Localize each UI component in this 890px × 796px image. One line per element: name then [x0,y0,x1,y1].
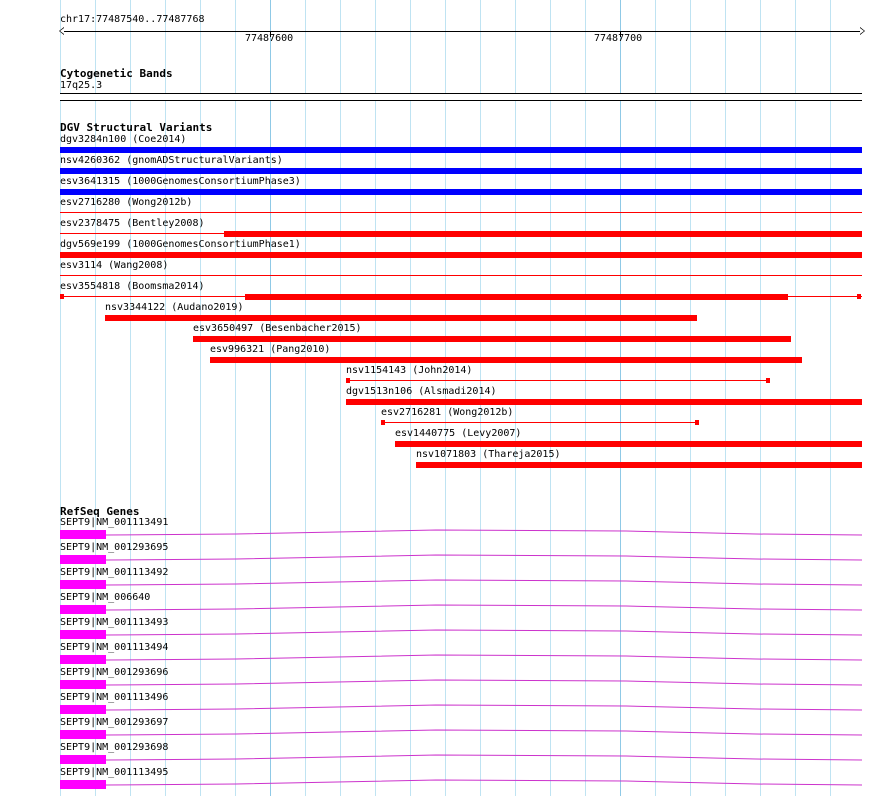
dgv-feature-label: esv2378475 (Bentley2008) [60,218,205,229]
dgv-feature-label: dgv3284n100 (Coe2014) [60,134,187,145]
dgv-feature-bar[interactable] [60,189,862,195]
dgv-feature-endcap [695,420,699,425]
dgv-feature-label: dgv1513n106 (Alsmadi2014) [346,386,497,397]
gene-intron-line [106,726,862,738]
dgv-feature[interactable] [416,449,862,469]
dgv-feature-endcap [857,294,861,299]
cytoband-label: 17q25.3 [60,80,103,91]
dgv-feature-connector [60,233,224,234]
gene-exon[interactable] [60,730,106,739]
coordinate-ruler[interactable] [60,14,863,54]
gene-exon[interactable] [60,605,106,614]
gene-label: SEPT9|NM_001113493 [60,617,169,628]
dgv-feature[interactable] [60,134,862,154]
gene-intron-line [106,751,862,763]
gene-intron-line [106,526,862,538]
cytoband-bar[interactable] [60,93,862,101]
dgv-feature-bar[interactable] [346,380,770,381]
gene-exon[interactable] [60,555,106,564]
dgv-feature-bar[interactable] [245,294,788,300]
cytobands-track-title[interactable]: Cytogenetic Bands [60,67,173,80]
dgv-feature-bar[interactable] [60,212,862,213]
gene-intron-line [106,576,862,588]
dgv-feature-endcap [766,378,770,383]
gene-exon[interactable] [60,655,106,664]
dgv-feature-label: nsv1154143 (John2014) [346,365,473,376]
gene-intron-line [106,601,862,613]
dgv-feature-bar[interactable] [395,441,862,447]
gene-label: SEPT9|NM_001113496 [60,692,169,703]
scroll-left-arrow-icon[interactable] [59,27,64,35]
dgv-feature[interactable] [60,281,862,301]
gene-exon[interactable] [60,580,106,589]
dgv-feature-label: esv2716281 (Wong2012b) [381,407,514,418]
gene-intron-line [106,651,862,663]
gene-intron-line [106,701,862,713]
dgv-feature[interactable] [381,407,711,427]
gene-exon[interactable] [60,705,106,714]
dgv-feature-label: esv3114 (Wang2008) [60,260,169,271]
gene-label: SEPT9|NM_006640 [60,592,151,603]
dgv-feature-label: nsv4260362 (gnomADStructuralVariants) [60,155,283,166]
dgv-feature-bar[interactable] [105,315,697,321]
gene-label: SEPT9|NM_001113494 [60,642,169,653]
dgv-feature[interactable] [60,260,862,280]
gene-label: SEPT9|NM_001293696 [60,667,169,678]
gene-label: SEPT9|NM_001293697 [60,717,169,728]
gene-label: SEPT9|NM_001113495 [60,767,169,778]
dgv-feature[interactable] [60,176,862,196]
dgv-feature-label: esv3641315 (1000GenomesConsortiumPhase3) [60,176,301,187]
dgv-feature-label: esv3554818 (Boomsma2014) [60,281,205,292]
gene-exon[interactable] [60,530,106,539]
dgv-feature-bar[interactable] [60,168,862,174]
dgv-feature-label: esv996321 (Pang2010) [210,344,331,355]
ruler-tick-label: 77487700 [594,33,643,44]
dgv-feature-bar[interactable] [60,147,862,153]
dgv-feature[interactable] [193,323,793,343]
dgv-feature[interactable] [210,344,810,364]
dgv-feature-label: esv3650497 (Besenbacher2015) [193,323,362,334]
gene-intron-line [106,551,862,563]
dgv-feature[interactable] [60,197,862,217]
dgv-feature-label: nsv3344122 (Audano2019) [105,302,244,313]
dgv-feature[interactable] [346,386,862,406]
dgv-feature-bar[interactable] [381,422,699,423]
dgv-feature-bar[interactable] [346,399,862,405]
dgv-feature-label: nsv1071803 (Thareja2015) [416,449,561,460]
dgv-track-title[interactable]: DGV Structural Variants [60,121,213,134]
dgv-feature-bar[interactable] [416,462,862,468]
gene-label: SEPT9|NM_001113492 [60,567,169,578]
gene-intron-line [106,776,862,788]
gene-label: SEPT9|NM_001293695 [60,542,169,553]
dgv-feature[interactable] [346,365,776,385]
dgv-feature-label: esv1440775 (Levy2007) [395,428,522,439]
refseq-track-title[interactable]: RefSeq Genes [60,505,140,518]
gene-exon[interactable] [60,780,106,789]
gene-exon[interactable] [60,755,106,764]
ruler-tick-label: 77487600 [245,33,294,44]
dgv-feature[interactable] [60,239,862,259]
dgv-feature[interactable] [60,155,862,175]
dgv-feature-bar[interactable] [60,275,862,276]
dgv-feature-bar[interactable] [193,336,791,342]
dgv-feature[interactable] [395,428,862,448]
scroll-right-arrow-icon[interactable] [860,27,865,35]
gene-label: SEPT9|NM_001113491 [60,517,169,528]
dgv-feature-bar[interactable] [224,231,862,237]
dgv-feature-bar[interactable] [60,252,862,258]
gene-intron-line [106,626,862,638]
dgv-feature-label: dgv569e199 (1000GenomesConsortiumPhase1) [60,239,301,250]
gene-intron-line [106,676,862,688]
dgv-feature-label: esv2716280 (Wong2012b) [60,197,193,208]
dgv-feature[interactable] [105,302,705,322]
gene-exon[interactable] [60,680,106,689]
gene-label: SEPT9|NM_001293698 [60,742,169,753]
dgv-feature[interactable] [60,218,862,238]
range-label: chr17:77487540..77487768 [60,14,205,25]
ruler-axis [60,31,861,32]
gene-exon[interactable] [60,630,106,639]
dgv-feature-bar[interactable] [210,357,802,363]
